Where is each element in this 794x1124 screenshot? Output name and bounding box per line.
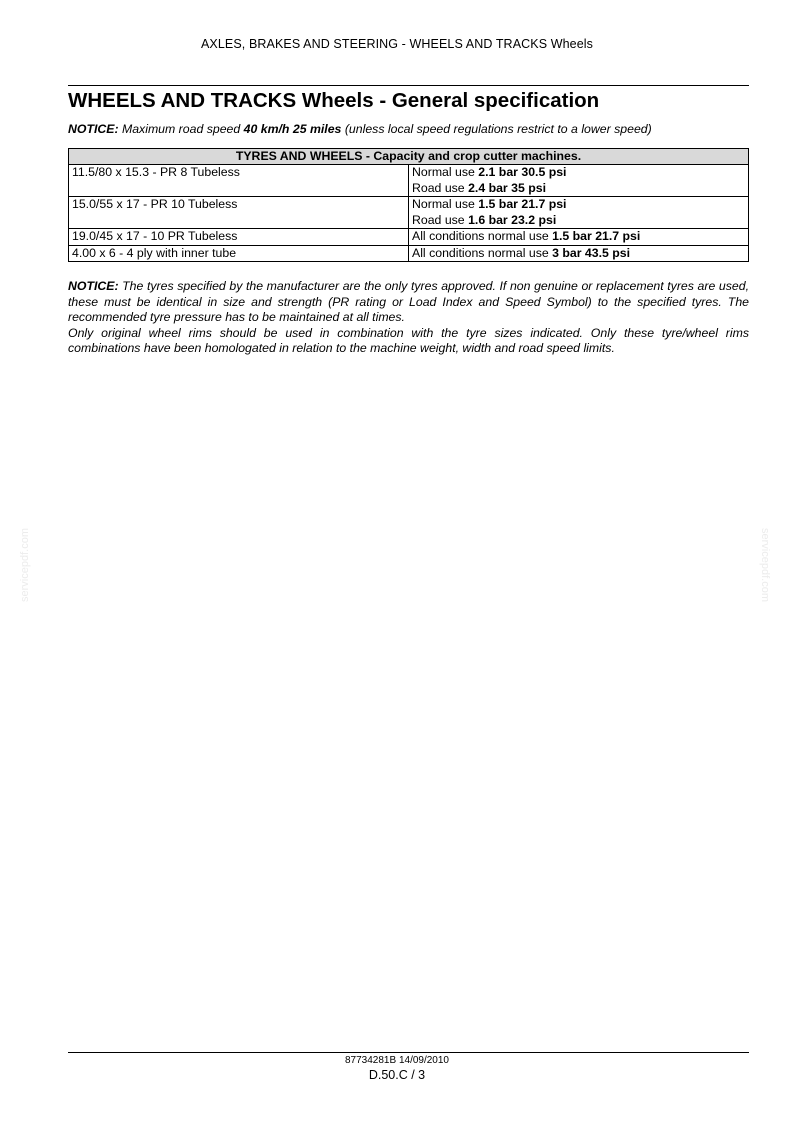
page-title: WHEELS AND TRACKS Wheels - General specification: [68, 89, 600, 112]
table-header: TYRES AND WHEELS - Capacity and crop cutter machines.: [69, 149, 749, 165]
tyre-size-cell: 11.5/80 x 15.3 - PR 8 Tubeless: [69, 165, 409, 197]
pressure-line: [412, 213, 745, 229]
footer-rule: [68, 1052, 749, 1053]
tyre-notice: [68, 279, 749, 357]
tyre-notice-paragraph-1: [68, 279, 749, 326]
speed-notice-text-after: (unless local speed regulations restrict to a lower speed): [341, 122, 652, 136]
pressure-line: [412, 197, 745, 213]
speed-notice: [68, 122, 652, 136]
watermark-right: servicepdf.com: [759, 528, 771, 602]
tyre-spec-table: [68, 148, 749, 262]
footer-page-ref: D.50.C / 3: [368, 1068, 426, 1082]
tyre-pressure-cell: [409, 229, 749, 246]
pressure-label: All conditions normal use: [412, 245, 553, 260]
pressure-value: 3 bar 43.5 psi: [552, 245, 631, 260]
pressure-line: [412, 165, 745, 181]
footer-doc-ref: 87734281B 14/09/2010: [345, 1055, 449, 1066]
tyre-size-cell: 15.0/55 x 17 - PR 10 Tubeless: [69, 197, 409, 229]
table-row: [69, 229, 749, 246]
speed-notice-label: NOTICE:: [68, 122, 119, 136]
tyre-pressure-cell: [409, 165, 749, 197]
pressure-value: 2.4 bar 35 psi: [468, 180, 546, 195]
pressure-label: All conditions normal use: [412, 229, 553, 243]
tyre-notice-paragraph-2: Only original wheel rims should be used in combination with the tyre sizes indicated. Only these tyre/wheel rims combinations have been homologated in relation to the machine weight, width and road speed limits.: [68, 325, 749, 355]
table-header-row: [69, 149, 749, 165]
running-header: AXLES, BRAKES AND STEERING - WHEELS AND TRACKS Wheels: [201, 37, 593, 51]
tyre-pressure-cell: [409, 197, 749, 229]
pressure-label: Normal use: [412, 197, 479, 211]
table-row: [69, 165, 749, 197]
pressure-label: Road use: [412, 180, 469, 195]
pressure-value: 1.5 bar 21.7 psi: [552, 229, 641, 243]
tyre-pressure-cell: [409, 245, 749, 262]
table-row: [69, 197, 749, 229]
tyre-notice-text-1: The tyres specified by the manufacturer are the only tyres approved. If non genuine or replacement tyres are used, these must be identical in size and strength (PR rating or Load Index and Speed Symbol) to the specified tyres. The recommended tyre pressure has to be maintained at all times.: [68, 279, 749, 324]
pressure-value: 1.6 bar 23.2 psi: [468, 212, 557, 227]
pressure-line: [412, 246, 745, 262]
pressure-line: [412, 229, 745, 245]
table-row: [69, 245, 749, 262]
pressure-value: 2.1 bar 30.5 psi: [478, 165, 567, 179]
pressure-label: Road use: [412, 212, 469, 227]
speed-notice-text-before: Maximum road speed: [118, 122, 244, 136]
tyre-notice-label: NOTICE:: [68, 279, 119, 293]
pressure-label: Normal use: [412, 165, 479, 179]
pressure-line: [412, 181, 745, 197]
tyre-size-cell: 4.00 x 6 - 4 ply with inner tube: [69, 245, 409, 262]
pressure-value: 1.5 bar 21.7 psi: [478, 197, 567, 211]
header-rule: [68, 85, 749, 86]
tyre-size-cell: 19.0/45 x 17 - 10 PR Tubeless: [69, 229, 409, 246]
watermark-left: servicepdf.com: [19, 528, 31, 602]
speed-notice-speed: 40 km/h 25 miles: [243, 122, 342, 136]
